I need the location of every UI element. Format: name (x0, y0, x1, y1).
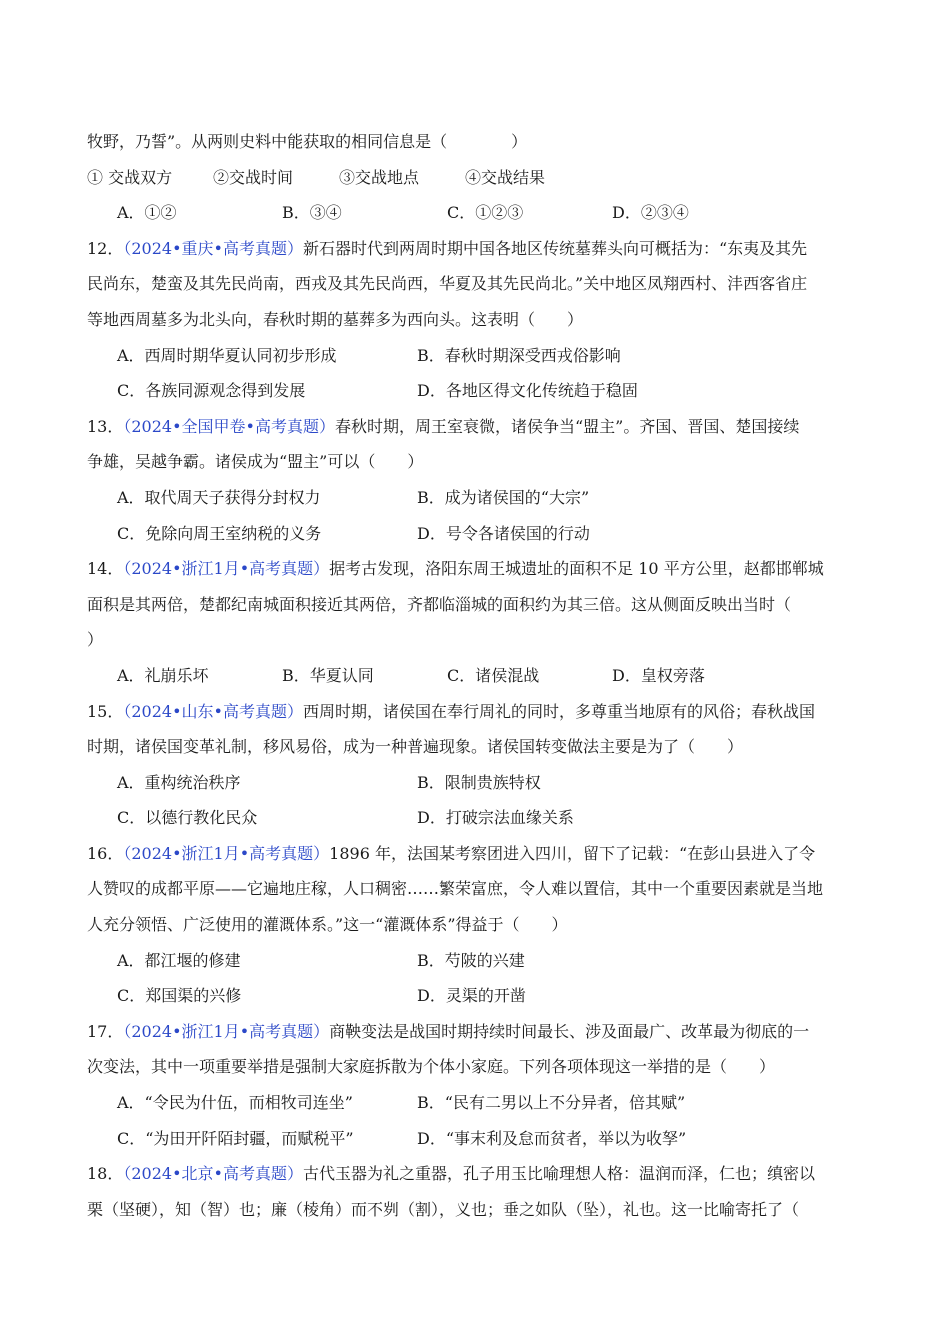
q11-option-c[interactable]: C．①②③ (447, 203, 524, 223)
q17-option-b[interactable]: B．“民有二男以上不分异者，倍其赋” (417, 1093, 686, 1113)
q14-line-2: 面积是其两倍，楚都纪南城面积接近其两倍，齐都临淄城的面积约为其三倍。这从侧面反映出当时（ (87, 594, 792, 614)
q12-line-3: 等地西周墓多为北头向，春秋时期的墓葬多为西向头。这表明（ ） (87, 309, 584, 329)
q15-text-1: 西周时期，诸侯国在奉行周礼的同时，多尊重当地原有的风俗；春秋战国 (302, 701, 815, 721)
q13-option-c[interactable]: C．免除向周王室纳税的义务 (117, 523, 322, 543)
q12-option-c[interactable]: C．各族同源观念得到发展 (117, 381, 306, 401)
q16-line-3: 人充分领悟、广泛使用的灌溉体系。”这一“灌溉体系”得益于（ ） (87, 915, 568, 935)
q13-options-row-2 (87, 516, 867, 552)
q12-text-1: 新石器时代到两周时期中国各地区传统墓葬头向可概括为：“东夷及其先 (302, 238, 808, 258)
q12-options-row-2 (87, 373, 867, 409)
q12-options-row-1 (87, 338, 867, 374)
q16-options-row-1 (87, 943, 867, 979)
q14-option-d[interactable]: D．皇权旁落 (612, 665, 705, 685)
q11-options (87, 195, 867, 231)
q11-items (87, 160, 867, 196)
q15-option-b[interactable]: B．限制贵族特权 (417, 772, 541, 792)
q14-line-3: ） (87, 630, 104, 650)
q12-option-d[interactable]: D．各地区得文化传统趋于稳固 (417, 381, 638, 401)
q11-option-d[interactable]: D．②③④ (612, 203, 689, 223)
q11-option-a[interactable]: A．①② (117, 203, 177, 223)
q16-option-b[interactable]: B．芍陂的兴建 (417, 950, 525, 970)
q13-text-1: 春秋时期，周王室衰微，诸侯争当“盟主”。齐国、晋国、楚国接续 (334, 416, 800, 436)
q12-option-b[interactable]: B．春秋时期深受西戎俗影响 (417, 345, 621, 365)
q12-option-a[interactable]: A．西周时期华夏认同初步形成 (117, 345, 337, 365)
q16-option-d[interactable]: D．灵渠的开凿 (417, 986, 526, 1006)
q13-option-d[interactable]: D．号令各诸侯国的行动 (417, 523, 590, 543)
q18-line-1 (87, 1156, 867, 1192)
q11-item-2: ②交战时间 (213, 167, 294, 187)
q17-option-c[interactable]: C．“为田开阡陌封疆，而赋税平” (117, 1128, 354, 1148)
q13-option-a[interactable]: A．取代周天子获得分封权力 (117, 487, 321, 507)
q18-number: 18． (87, 1164, 124, 1184)
q14-option-b[interactable]: B．华夏认同 (282, 665, 374, 685)
q16-number: 16． (87, 843, 124, 863)
q15-options-row-2 (87, 800, 867, 836)
q17-option-d[interactable]: D．“事末利及怠而贫者，举以为收孥” (417, 1128, 687, 1148)
q13-line-1 (87, 409, 867, 445)
q11-tail: 牧野，乃誓”。从两则史料中能获取的相同信息是（ ） (87, 132, 528, 151)
q14-option-c[interactable]: C．诸侯混战 (447, 665, 540, 685)
q15-option-c[interactable]: C．以德行教化民众 (117, 808, 258, 828)
q17-options-row-1 (87, 1085, 867, 1121)
q14-option-a[interactable]: A．礼崩乐坏 (117, 665, 209, 685)
exam-page (87, 124, 867, 1227)
q13-option-b[interactable]: B．成为诸侯国的“大宗” (417, 487, 590, 507)
q12-line-1 (87, 231, 867, 267)
q18-line-2: 栗（坚硬），知（智）也；廉（棱角）而不刿（割），义也；垂之如队（坠），礼也。这一比喻寄托了（ (87, 1199, 800, 1219)
q16-option-a[interactable]: A．都江堰的修建 (117, 950, 241, 970)
q17-option-a[interactable]: A．“令民为什伍，而相牧司连坐” (117, 1093, 353, 1113)
q16-options-row-2 (87, 978, 867, 1014)
q16-line-1 (87, 836, 867, 872)
q14-line-1 (87, 551, 867, 587)
q17-text-1: 商鞅变法是战国时期持续时间最长、涉及面最广、改革最为彻底的一 (329, 1021, 810, 1041)
q13-line-2: 争雄，吴越争霸。诸侯成为“盟主”可以（ ） (87, 452, 424, 472)
q15-options-row-1 (87, 765, 867, 801)
q17-line-1 (87, 1014, 867, 1050)
q15-option-d[interactable]: D．打破宗法血缘关系 (417, 808, 574, 828)
q13-source: （2024•全国甲卷•高考真题） (123, 416, 335, 436)
q16-source: （2024•浙江1月•高考真题） (123, 843, 330, 863)
q15-option-a[interactable]: A．重构统治秩序 (117, 772, 241, 792)
q17-number: 17． (87, 1021, 124, 1041)
q18-source: （2024•北京•高考真题） (123, 1164, 303, 1184)
q14-text-1: 据考古发现，洛阳东周王城遗址的面积不足 10 平方公里，赵都邯郸城 (329, 559, 824, 579)
q11-item-1: ① 交战双方 (87, 167, 173, 187)
q17-source: （2024•浙江1月•高考真题） (123, 1021, 330, 1041)
q13-options-row-1 (87, 480, 867, 516)
q12-number: 12． (87, 238, 124, 258)
q16-line-2: 人赞叹的成都平原——它遍地庄稼，人口稠密……繁荣富庶，令人难以置信，其中一个重要因素就是当地 (87, 879, 824, 899)
q11-item-3: ③交战地点 (339, 167, 420, 187)
q12-source: （2024•重庆•高考真题） (123, 238, 303, 258)
q18-text-1: 古代玉器为礼之重器，孔子用玉比喻理想人格：温润而泽，仁也；缜密以 (302, 1164, 815, 1184)
q16-option-c[interactable]: C．郑国渠的兴修 (117, 986, 242, 1006)
q15-line-2: 时期，诸侯国变革礼制，移风易俗，成为一种普遍现象。诸侯国转变做法主要是为了（ ） (87, 737, 744, 757)
q17-options-row-2 (87, 1121, 867, 1157)
q15-number: 15． (87, 701, 124, 721)
q11-item-4: ④交战结果 (465, 167, 546, 187)
q14-number: 14． (87, 559, 124, 579)
q14-options (87, 658, 867, 694)
q17-line-2: 次变法，其中一项重要举措是强制大家庭拆散为个体小家庭。下列各项体现这一举措的是（ ） (87, 1057, 776, 1077)
q11-option-b[interactable]: B．③④ (282, 203, 342, 223)
q15-line-1 (87, 694, 867, 730)
q12-line-2: 民尚东，楚蛮及其先民尚南，西戎及其先民尚西，华夏及其先民尚北。”关中地区凤翔西村、沣西客省庄 (87, 274, 808, 294)
q14-source: （2024•浙江1月•高考真题） (123, 559, 330, 579)
q16-text-1: 1896 年，法国某考察团进入四川，留下了记载：“在彭山县进入了令 (329, 843, 816, 863)
q13-number: 13． (87, 416, 124, 436)
q15-source: （2024•山东•高考真题） (123, 701, 303, 721)
